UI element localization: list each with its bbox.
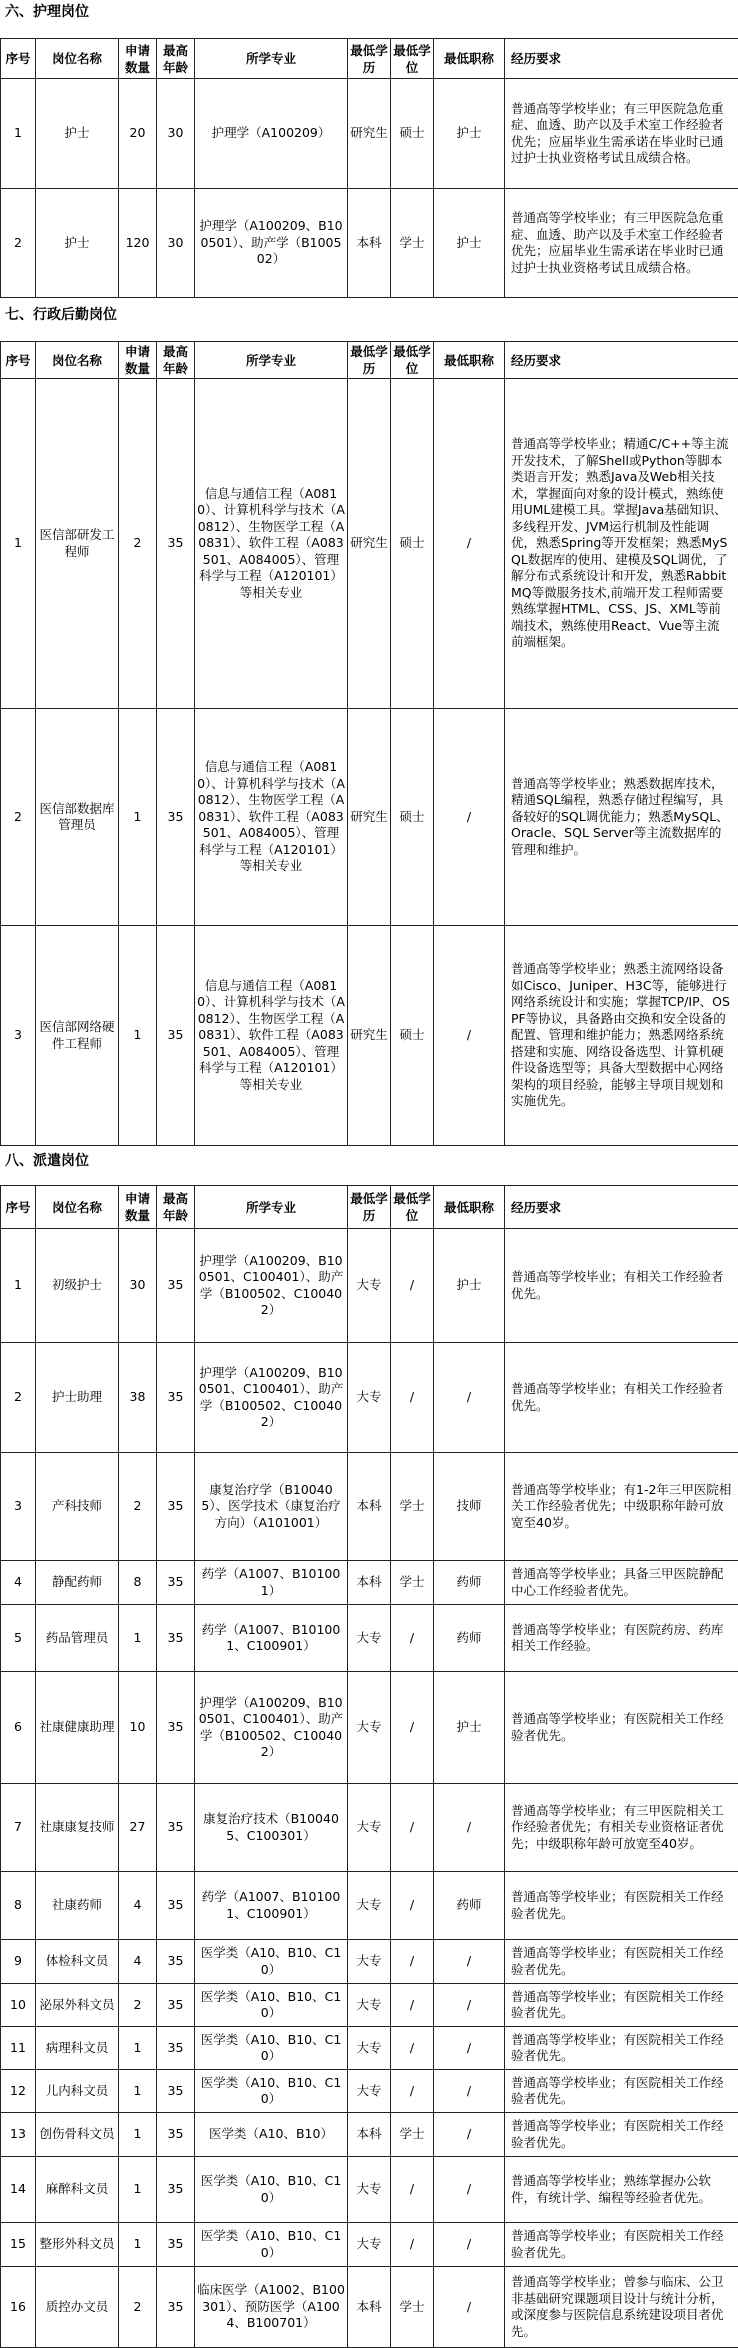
table-row [1,2157,738,2223]
header-cell-min-degree: 最低学位 [391,39,434,79]
table-row [1,2027,738,2070]
cell-max-age: 35 [157,709,195,926]
cell-min-education: 大专 [348,1872,391,1940]
table-row [1,2223,738,2267]
cell-requirements: 普通高等学校毕业；有医院相关工作经验者优先。 [505,2070,738,2113]
cell-requirements: 普通高等学校毕业；有医院相关工作经验者优先。 [505,1984,738,2027]
cell-requirements: 普通高等学校毕业；有医院相关工作经验者优先。 [505,1940,738,1984]
cell-position: 医信部数据库管理员 [36,709,119,926]
cell-min-degree: 硕士 [391,926,434,1146]
cell-min-education: 大专 [348,1343,391,1453]
header-cell-min-degree: 最低学位 [391,342,434,379]
cell-max-age: 35 [157,1984,195,2027]
cell-seq: 3 [1,926,36,1146]
table-row [1,1605,738,1672]
cell-min-title: 药师 [434,1872,505,1940]
cell-position: 医信部网络硬件工程师 [36,926,119,1146]
cell-position: 创伤骨科文员 [36,2113,119,2157]
cell-position: 药品管理员 [36,1605,119,1672]
cell-requirements: 普通高等学校毕业；熟悉主流网络设备如Cisco、Juniper、H3C等，能够进行网络系统设计和实施；掌握TCP/IP、OSPF等协议，具备路由交换和安全设备的配置、管理和维护能力；熟悉网络系统搭建和实施、网络设备选型、计算机硬件设备选型等；具备大型数据中心网络架构的项目经验，能够主导项目规划和实施优先。 [505,926,738,1146]
cell-major: 药学（A1007、B101001） [195,1561,348,1605]
cell-max-age: 30 [157,79,195,189]
cell-requirements: 普通高等学校毕业；曾参与临床、公卫非基础研究课题项目设计与统计分析，或深度参与医院信息系统建设项目者优先。 [505,2267,738,2348]
cell-seq: 1 [1,79,36,189]
cell-min-degree: 硕士 [391,709,434,926]
cell-max-age: 35 [157,1672,195,1784]
header-cell-min-degree: 最低学位 [391,1186,434,1229]
cell-min-degree: / [391,1984,434,2027]
cell-position: 麻醉科文员 [36,2157,119,2223]
cell-min-education: 大专 [348,1784,391,1872]
cell-requirements: 普通高等学校毕业；有医院相关工作经验者优先。 [505,1872,738,1940]
header-cell-seq: 序号 [1,39,36,79]
table-header-row [1,342,738,379]
cell-quantity: 1 [119,2113,157,2157]
cell-major: 护理学（A100209、B100501、C100401）、助产学（B100502、C100402） [195,1343,348,1453]
cell-seq: 2 [1,1343,36,1453]
cell-max-age: 35 [157,2027,195,2070]
cell-max-age: 35 [157,1343,195,1453]
header-cell-min-title: 最低职称 [434,342,505,379]
cell-seq: 6 [1,1672,36,1784]
cell-major: 药学（A1007、B101001、C100901） [195,1872,348,1940]
cell-min-education: 研究生 [348,926,391,1146]
cell-min-education: 研究生 [348,709,391,926]
cell-requirements: 普通高等学校毕业；有医院药房、药库相关工作经验。 [505,1605,738,1672]
header-cell-min-education: 最低学历 [348,39,391,79]
cell-seq: 1 [1,1229,36,1343]
cell-quantity: 1 [119,2157,157,2223]
cell-seq: 14 [1,2157,36,2223]
cell-position: 静配药师 [36,1561,119,1605]
cell-quantity: 27 [119,1784,157,1872]
cell-min-degree: / [391,1672,434,1784]
cell-quantity: 1 [119,926,157,1146]
cell-major: 护理学（A100209） [195,79,348,189]
cell-quantity: 4 [119,1940,157,1984]
cell-max-age: 35 [157,926,195,1146]
cell-max-age: 35 [157,1605,195,1672]
cell-requirements: 普通高等学校毕业；有医院相关工作经验者优先。 [505,2027,738,2070]
cell-min-degree: / [391,1784,434,1872]
table-row [1,2070,738,2113]
cell-major: 医学类（A10、B10、C10） [195,2070,348,2113]
cell-min-education: 大专 [348,1940,391,1984]
cell-major: 医学类（A10、B10、C10） [195,2157,348,2223]
cell-quantity: 1 [119,2027,157,2070]
cell-min-education: 本科 [348,189,391,298]
cell-major: 医学类（A10、B10、C10） [195,2223,348,2267]
cell-quantity: 120 [119,189,157,298]
cell-seq: 2 [1,709,36,926]
table-row [1,1784,738,1872]
header-cell-max-age: 最高年龄 [157,39,195,79]
table-row [1,189,738,298]
cell-max-age: 35 [157,1229,195,1343]
cell-seq: 11 [1,2027,36,2070]
cell-seq: 8 [1,1872,36,1940]
cell-min-title: / [434,2223,505,2267]
cell-seq: 7 [1,1784,36,1872]
cell-min-degree: / [391,2070,434,2113]
cell-min-title: / [434,1940,505,1984]
cell-requirements: 普通高等学校毕业；有医院相关工作经验者优先。 [505,1672,738,1784]
cell-requirements: 普通高等学校毕业；精通C/C++等主流开发技术，了解Shell或Python等脚本类语言开发；熟悉Java及Web相关技术，掌握面向对象的设计模式，熟练使用UML建模工具。掌握Java基础知识、多线程开发、JVM运行机制及性能调优，熟悉Spring等开发框架；熟悉MySQL数据库的使用、建模及SQL调优，了解分布式系统设计和开发，熟悉RabbitMQ等微服务技术,前端开发工程师需要熟练掌握HTML、CSS、JS、XML等前端技术，熟练使用React、Vue等主流前端框架。 [505,379,738,709]
table-row [1,1940,738,1984]
cell-min-education: 大专 [348,1672,391,1784]
header-cell-position: 岗位名称 [36,1186,119,1229]
table-row [1,2267,738,2348]
table-row [1,1984,738,2027]
cell-min-education: 大专 [348,2223,391,2267]
cell-major: 医学类（A10、B10、C10） [195,1984,348,2027]
cell-min-title: / [434,2157,505,2223]
cell-quantity: 2 [119,1984,157,2027]
cell-max-age: 35 [157,2223,195,2267]
cell-position: 儿内科文员 [36,2070,119,2113]
header-cell-min-title: 最低职称 [434,1186,505,1229]
header-cell-quantity: 申请数量 [119,342,157,379]
cell-position: 产科技师 [36,1453,119,1561]
cell-quantity: 2 [119,1453,157,1561]
cell-position: 病理科文员 [36,2027,119,2070]
cell-min-degree: / [391,1940,434,1984]
cell-quantity: 10 [119,1672,157,1784]
cell-major: 康复治疗学（B100405）、医学技术（康复治疗方向）（A101001） [195,1453,348,1561]
cell-requirements: 普通高等学校毕业；有三甲医院急危重症、血透、助产以及手术室工作经验者优先；应届毕业生需承诺在毕业时已通过护士执业资格考试且成绩合格。 [505,189,738,298]
cell-requirements: 普通高等学校毕业；熟练掌握办公软件，有统计学、编程等经验者优先。 [505,2157,738,2223]
cell-min-education: 本科 [348,1561,391,1605]
cell-major: 护理学（A100209、B100501）、助产学（B100502） [195,189,348,298]
cell-position: 医信部研发工程师 [36,379,119,709]
cell-min-degree: 学士 [391,2113,434,2157]
cell-min-degree: / [391,2027,434,2070]
cell-position: 体检科文员 [36,1940,119,1984]
cell-requirements: 普通高等学校毕业；具备三甲医院静配中心工作经验者优先。 [505,1561,738,1605]
section-title: 六、护理岗位 [5,0,89,25]
header-cell-requirements: 经历要求 [505,39,738,79]
cell-min-degree: / [391,2223,434,2267]
cell-position: 护士 [36,79,119,189]
cell-quantity: 20 [119,79,157,189]
cell-min-title: 技师 [434,1453,505,1561]
cell-min-education: 大专 [348,1605,391,1672]
cell-quantity: 2 [119,379,157,709]
cell-major: 护理学（A100209、B100501、C100401）、助产学（B100502、C100402） [195,1229,348,1343]
cell-min-title: / [434,379,505,709]
cell-major: 临床医学（A1002、B100301）、预防医学（A1004、B100701） [195,2267,348,2348]
cell-major: 医学类（A10、B10、C10） [195,1940,348,1984]
cell-min-education: 大专 [348,1229,391,1343]
table-row [1,1343,738,1453]
cell-position: 泌尿外科文员 [36,1984,119,2027]
header-cell-max-age: 最高年龄 [157,342,195,379]
table-row [1,1561,738,1605]
cell-position: 初级护士 [36,1229,119,1343]
header-cell-max-age: 最高年龄 [157,1186,195,1229]
table-row [1,926,738,1146]
header-cell-major: 所学专业 [195,39,348,79]
cell-position: 社康药师 [36,1872,119,1940]
cell-min-title: 护士 [434,1229,505,1343]
cell-min-title: / [434,2267,505,2348]
cell-seq: 4 [1,1561,36,1605]
cell-min-title: / [434,1784,505,1872]
header-cell-position: 岗位名称 [36,39,119,79]
cell-min-degree: / [391,1872,434,1940]
cell-major: 护理学（A100209、B100501、C100401）、助产学（B100502、C100402） [195,1672,348,1784]
cell-position: 护士 [36,189,119,298]
cell-seq: 10 [1,1984,36,2027]
cell-max-age: 35 [157,1561,195,1605]
cell-min-degree: 硕士 [391,79,434,189]
cell-requirements: 普通高等学校毕业；有相关工作经验者优先。 [505,1229,738,1343]
cell-quantity: 38 [119,1343,157,1453]
cell-min-title: / [434,2113,505,2157]
cell-min-degree: / [391,1343,434,1453]
cell-min-education: 大专 [348,2157,391,2223]
positions-table [0,341,738,1146]
cell-quantity: 8 [119,1561,157,1605]
cell-max-age: 35 [157,2157,195,2223]
table-row [1,1229,738,1343]
cell-max-age: 35 [157,2267,195,2348]
cell-position: 社康健康助理 [36,1672,119,1784]
cell-major: 药学（A1007、B101001、C100901） [195,1605,348,1672]
cell-min-degree: / [391,1605,434,1672]
cell-quantity: 1 [119,1605,157,1672]
table-row [1,1453,738,1561]
cell-requirements: 普通高等学校毕业；有1-2年三甲医院相关工作经验者优先；中级职称年龄可放宽至40岁。 [505,1453,738,1561]
table-row [1,1872,738,1940]
cell-min-degree: / [391,2157,434,2223]
cell-quantity: 1 [119,2070,157,2113]
header-cell-position: 岗位名称 [36,342,119,379]
cell-min-title: 护士 [434,189,505,298]
cell-max-age: 35 [157,2113,195,2157]
cell-min-education: 大专 [348,2070,391,2113]
header-cell-min-education: 最低学历 [348,342,391,379]
cell-min-title: / [434,1984,505,2027]
cell-quantity: 4 [119,1872,157,1940]
cell-max-age: 35 [157,1872,195,1940]
cell-major: 信息与通信工程（A0810）、计算机科学与技术（A0812）、生物医学工程（A0831）、软件工程（A083501、A084005）、管理科学与工程（A120101）等相关专业 [195,379,348,709]
table-row [1,1672,738,1784]
header-cell-major: 所学专业 [195,1186,348,1229]
cell-seq: 3 [1,1453,36,1561]
cell-min-degree: 学士 [391,1453,434,1561]
cell-quantity: 1 [119,709,157,926]
header-cell-requirements: 经历要求 [505,1186,738,1229]
cell-requirements: 普通高等学校毕业；有医院相关工作经验者优先。 [505,2223,738,2267]
cell-min-title: / [434,1343,505,1453]
cell-seq: 12 [1,2070,36,2113]
cell-max-age: 35 [157,1453,195,1561]
cell-min-title: 药师 [434,1605,505,1672]
cell-seq: 16 [1,2267,36,2348]
cell-quantity: 30 [119,1229,157,1343]
header-cell-quantity: 申请数量 [119,1186,157,1229]
cell-requirements: 普通高等学校毕业；有三甲医院相关工作经验者优先；有相关专业资格证者优先；中级职称年龄可放宽至40岁。 [505,1784,738,1872]
cell-min-title: 护士 [434,1672,505,1784]
cell-max-age: 30 [157,189,195,298]
positions-table [0,38,738,298]
cell-min-title: / [434,2027,505,2070]
cell-requirements: 普通高等学校毕业；有三甲医院急危重症、血透、助产以及手术室工作经验者优先；应届毕业生需承诺在毕业时已通过护士执业资格考试且成绩合格。 [505,79,738,189]
cell-max-age: 35 [157,1940,195,1984]
cell-major: 信息与通信工程（A0810）、计算机科学与技术（A0812）、生物医学工程（A0831）、软件工程（A083501、A084005）、管理科学与工程（A120101）等相关专业 [195,926,348,1146]
section-title: 八、派遣岗位 [5,1149,89,1174]
table-row [1,2113,738,2157]
table-row [1,379,738,709]
cell-min-title: 护士 [434,79,505,189]
cell-quantity: 1 [119,2223,157,2267]
cell-position: 护士助理 [36,1343,119,1453]
cell-min-degree: 学士 [391,2267,434,2348]
header-cell-min-title: 最低职称 [434,39,505,79]
cell-max-age: 35 [157,2070,195,2113]
cell-min-title: / [434,709,505,926]
table-header-row [1,39,738,79]
header-cell-major: 所学专业 [195,342,348,379]
cell-min-education: 大专 [348,1984,391,2027]
cell-seq: 9 [1,1940,36,1984]
cell-min-degree: / [391,1229,434,1343]
cell-min-education: 本科 [348,2113,391,2157]
cell-min-degree: 学士 [391,1561,434,1605]
cell-min-degree: 硕士 [391,379,434,709]
positions-table [0,1185,738,2348]
cell-min-education: 本科 [348,1453,391,1561]
cell-min-title: / [434,2070,505,2113]
cell-seq: 13 [1,2113,36,2157]
cell-min-education: 本科 [348,2267,391,2348]
section-title: 七、行政后勤岗位 [5,303,117,328]
table-header-row [1,1186,738,1229]
cell-min-education: 研究生 [348,379,391,709]
cell-min-title: 药师 [434,1561,505,1605]
cell-requirements: 普通高等学校毕业；有医院相关工作经验者优先。 [505,2113,738,2157]
header-cell-quantity: 申请数量 [119,39,157,79]
cell-min-education: 研究生 [348,79,391,189]
cell-min-education: 大专 [348,2027,391,2070]
header-cell-min-education: 最低学历 [348,1186,391,1229]
cell-position: 整形外科文员 [36,2223,119,2267]
cell-major: 信息与通信工程（A0810）、计算机科学与技术（A0812）、生物医学工程（A0831）、软件工程（A083501、A084005）、管理科学与工程（A120101）等相关专业 [195,709,348,926]
cell-min-degree: 学士 [391,189,434,298]
header-cell-seq: 序号 [1,342,36,379]
cell-major: 医学类（A10、B10、C10） [195,2027,348,2070]
cell-min-title: / [434,926,505,1146]
cell-major: 康复治疗技术（B100405、C100301） [195,1784,348,1872]
cell-position: 社康康复技师 [36,1784,119,1872]
cell-position: 质控办文员 [36,2267,119,2348]
table-row [1,79,738,189]
cell-max-age: 35 [157,379,195,709]
header-cell-seq: 序号 [1,1186,36,1229]
cell-max-age: 35 [157,1784,195,1872]
cell-seq: 2 [1,189,36,298]
cell-seq: 15 [1,2223,36,2267]
cell-seq: 1 [1,379,36,709]
header-cell-requirements: 经历要求 [505,342,738,379]
cell-requirements: 普通高等学校毕业；熟悉数据库技术，精通SQL编程，熟悉存储过程编写，具备较好的SQL调优能力；熟悉MySQL、Oracle、SQL Server等主流数据库的管理和维护。 [505,709,738,926]
cell-major: 医学类（A10、B10） [195,2113,348,2157]
table-row [1,709,738,926]
cell-requirements: 普通高等学校毕业；有相关工作经验者优先。 [505,1343,738,1453]
cell-seq: 5 [1,1605,36,1672]
cell-quantity: 2 [119,2267,157,2348]
